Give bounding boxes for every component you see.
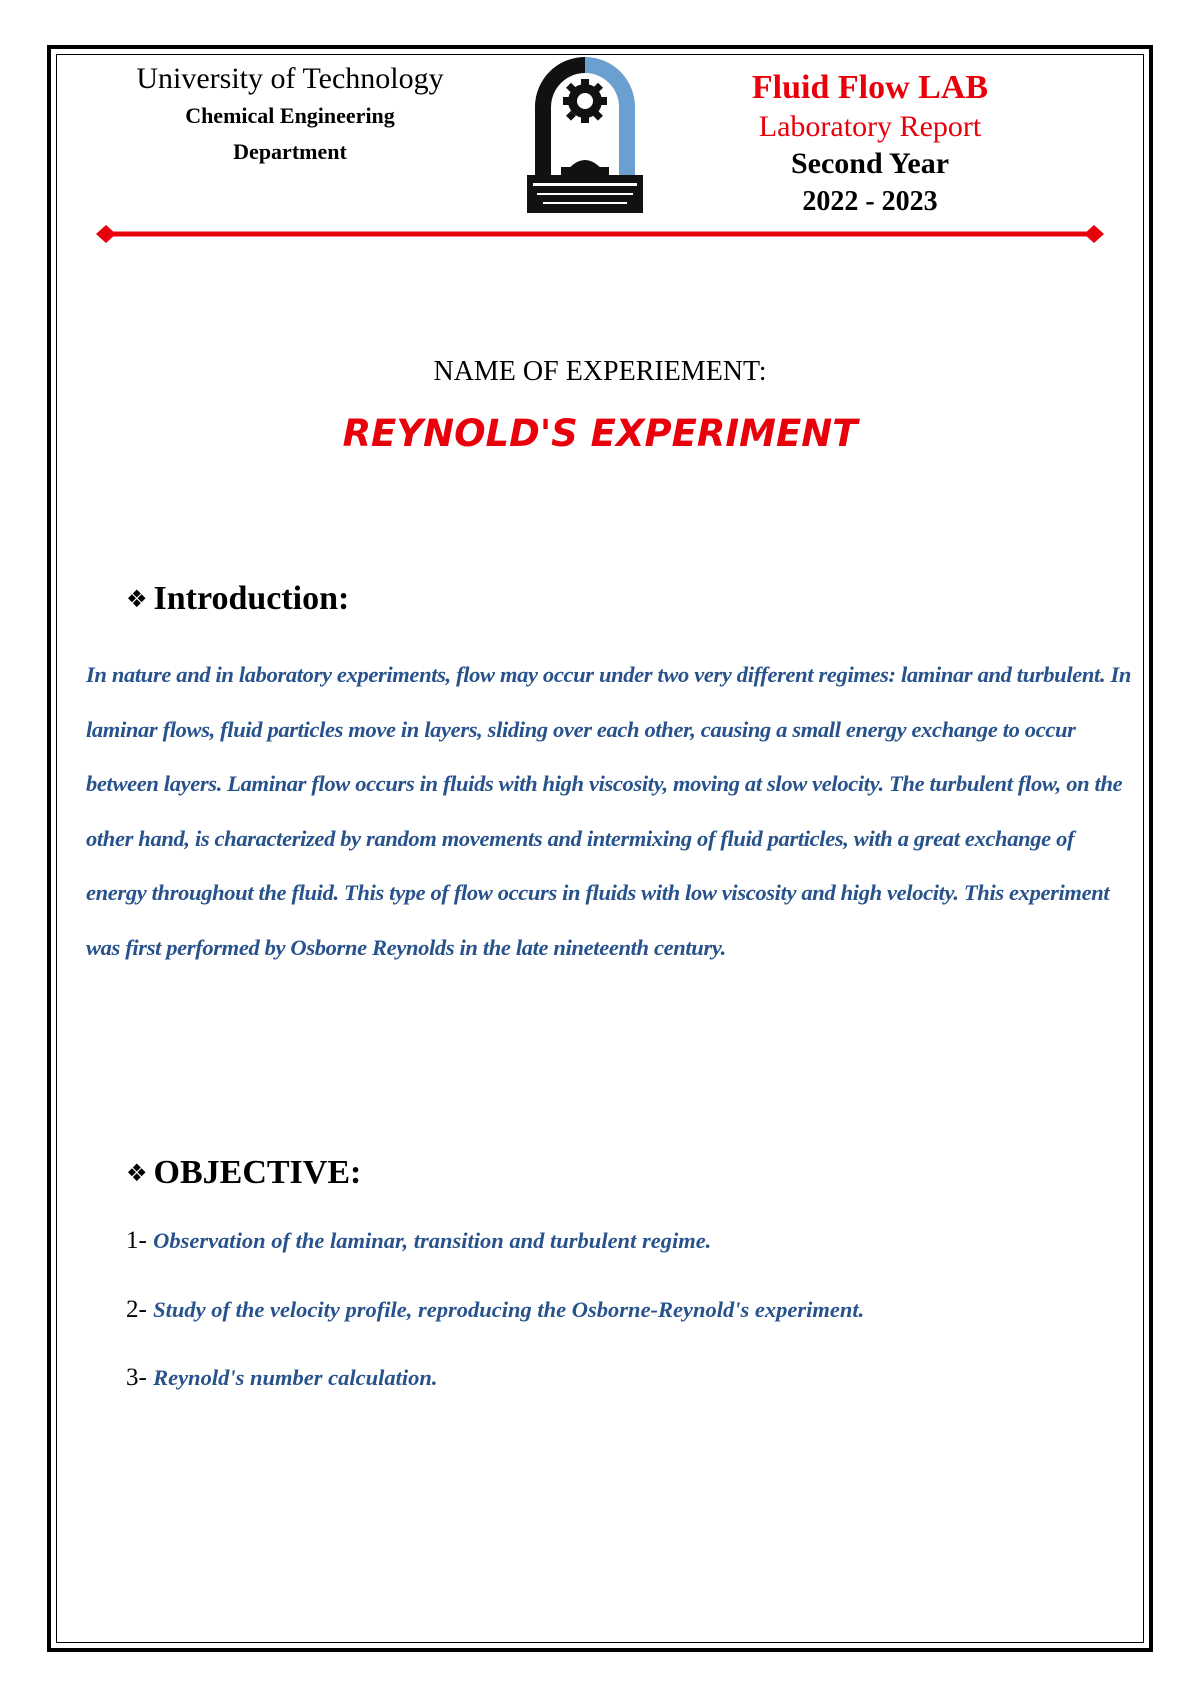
objective-heading-text: OBJECTIVE: — [153, 1154, 362, 1191]
objective-text: Reynold's number calculation. — [153, 1365, 438, 1390]
university-name: University of Technology — [136, 62, 444, 95]
diamond-bullet-icon: ❖ — [126, 585, 148, 613]
experiment-name-label: NAME OF EXPERIEMENT: — [433, 356, 767, 387]
objective-number: 2- — [126, 1296, 147, 1323]
objective-text: Observation of the laminar, transition and turbulent regime. — [153, 1228, 712, 1253]
report-type: Laboratory Report — [758, 110, 982, 143]
department-line-1: Chemical Engineering — [185, 103, 395, 128]
department-line-2: Department — [233, 139, 347, 164]
objective-number: 1- — [126, 1227, 147, 1254]
header-left — [110, 60, 470, 170]
introduction-paragraph: In nature and in laboratory experiments, flow may occur under two very different regimes: laminar and turbulent. In laminar flows, fluid particles move in layers, sliding over each other, causing a small energy exchange to occur between layers. Laminar flow occurs in fluids with high viscosity, moving at slow velocity. The turbulent flow, on the other hand, is characterized by random movements and intermixing of fluid particles, with a great exchange of energy throughout the fluid. This type of flow occurs in fluids with low viscosity and high velocity. This experiment was first performed by Osborne Reynolds in the late nineteenth century. — [86, 662, 1132, 960]
academic-year: 2022 - 2023 — [802, 186, 938, 217]
introduction-heading — [126, 580, 349, 618]
objective-number: 3- — [126, 1364, 147, 1391]
objective-heading — [126, 1154, 361, 1192]
experiment-title: REYNOLD'S EXPERIMENT — [342, 412, 858, 455]
diamond-bullet-icon: ❖ — [126, 1159, 148, 1187]
introduction-heading-text: Introduction: — [153, 580, 350, 617]
objective-item — [126, 1227, 711, 1255]
header-right — [720, 68, 1020, 222]
lab-name: Fluid Flow LAB — [751, 69, 989, 106]
university-logo-icon — [521, 55, 649, 220]
objective-item — [126, 1364, 437, 1392]
year-level: Second Year — [790, 147, 950, 180]
header-divider — [96, 222, 1104, 246]
objective-text: Study of the velocity profile, reproducing the Osborne-Reynold's experiment. — [153, 1297, 865, 1322]
objective-item — [126, 1296, 864, 1324]
